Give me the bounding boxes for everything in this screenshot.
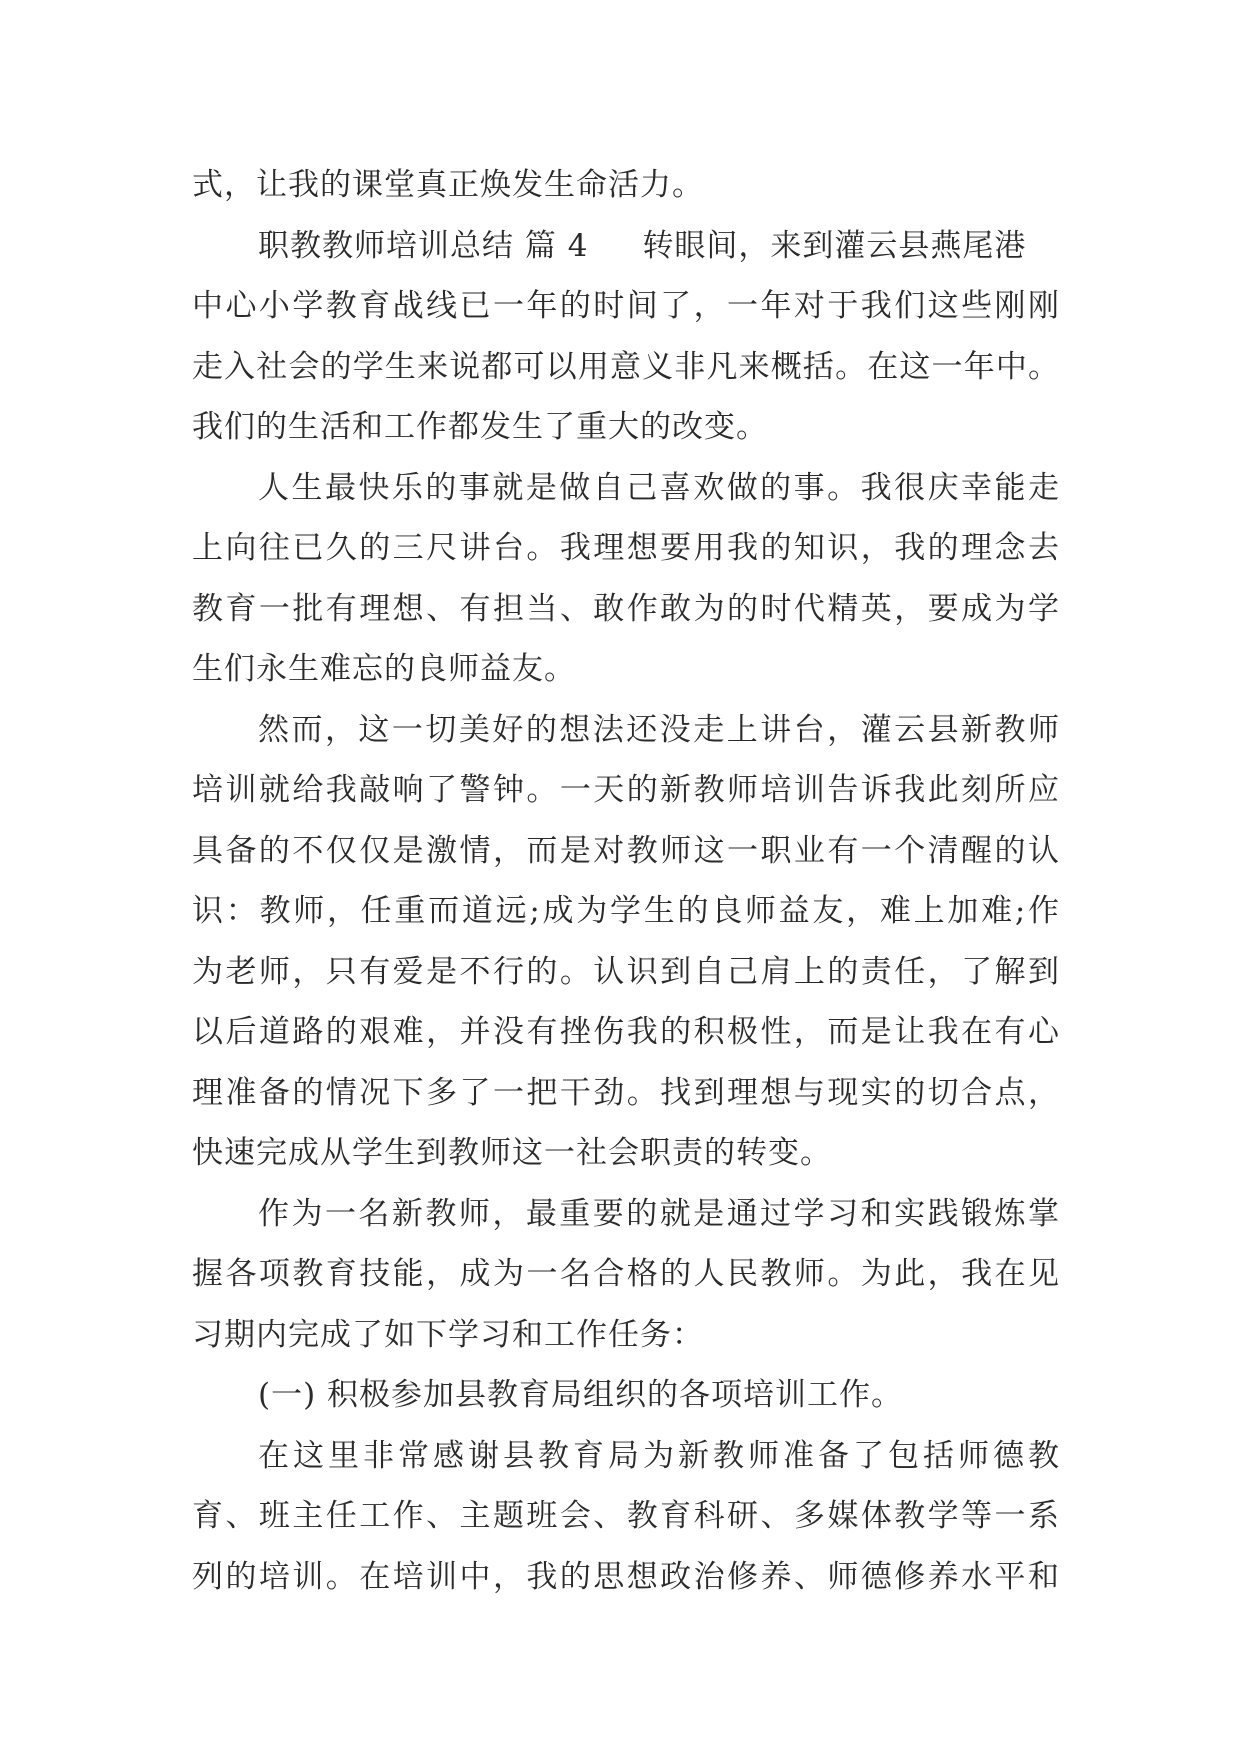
- text-line: 教育一批有理想、有担当、敢作敢为的时代精英，要成为学: [192, 590, 1060, 627]
- list-item-heading: (一) 积极参加县教育局组织的各项培训工作。: [258, 1377, 904, 1413]
- text-line: 然而，这一切美好的想法还没走上讲台，灌云县新教师: [258, 711, 1060, 748]
- text-line: 人生最快乐的事就是做自己喜欢做的事。我很庆幸能走: [258, 469, 1060, 506]
- text-line: 快速完成从学生到教师这一社会职责的转变。: [192, 1135, 832, 1171]
- text-line: 中心小学教育战线已一年的时间了，一年对于我们这些刚刚: [192, 288, 1060, 324]
- text-line: 作为一名新教师，最重要的就是通过学习和实践锻炼掌: [258, 1195, 1060, 1232]
- section-heading: 职教教师培训总结 篇 4: [258, 227, 589, 264]
- text-line: 育、班主任工作、主题班会、教育科研、多媒体教学等一系: [192, 1498, 1060, 1534]
- text-line: 培训就给我敲响了警钟。一天的新教师培训告诉我此刻所应: [192, 772, 1060, 808]
- text-line: 式，让我的课堂真正焕发生命活力。: [192, 167, 704, 203]
- text-line: 具备的不仅仅是激情，而是对教师这一职业有一个清醒的认: [192, 832, 1060, 869]
- text-line: 握各项教育技能，成为一名合格的人民教师。为此，我在见: [192, 1256, 1060, 1292]
- text-line: 列的培训。在培训中，我的思想政治修养、师德修养水平和: [192, 1558, 1060, 1595]
- text-line-tail: 转眼间，来到灌云县燕尾港: [642, 227, 1027, 264]
- text-line: 以后道路的艰难，并没有挫伤我的积极性，而是让我在有心: [192, 1014, 1060, 1050]
- section-heading-line: [192, 216, 1060, 277]
- text-line: 为老师，只有爱是不行的。认识到自己肩上的责任，了解到: [192, 953, 1060, 990]
- text-line: 我们的生活和工作都发生了重大的改变。: [192, 409, 768, 445]
- text-line: 理准备的情况下多了一把干劲。找到理想与现实的切合点，: [192, 1074, 1060, 1111]
- text-line: 识：教师，任重而道远;成为学生的良师益友，难上加难;作: [192, 893, 1060, 929]
- text-line: 走入社会的学生来说都可以用意义非凡来概括。在这一年中。: [192, 348, 1060, 385]
- document-body: [192, 155, 1060, 1607]
- text-line: 在这里非常感谢县教育局为新教师准备了包括师德教: [258, 1437, 1060, 1474]
- text-line: 生们永生难忘的良师益友。: [192, 651, 576, 687]
- text-line: 习期内完成了如下学习和工作任务：: [192, 1316, 704, 1353]
- text-line: 上向往已久的三尺讲台。我理想要用我的知识，我的理念去: [192, 530, 1060, 566]
